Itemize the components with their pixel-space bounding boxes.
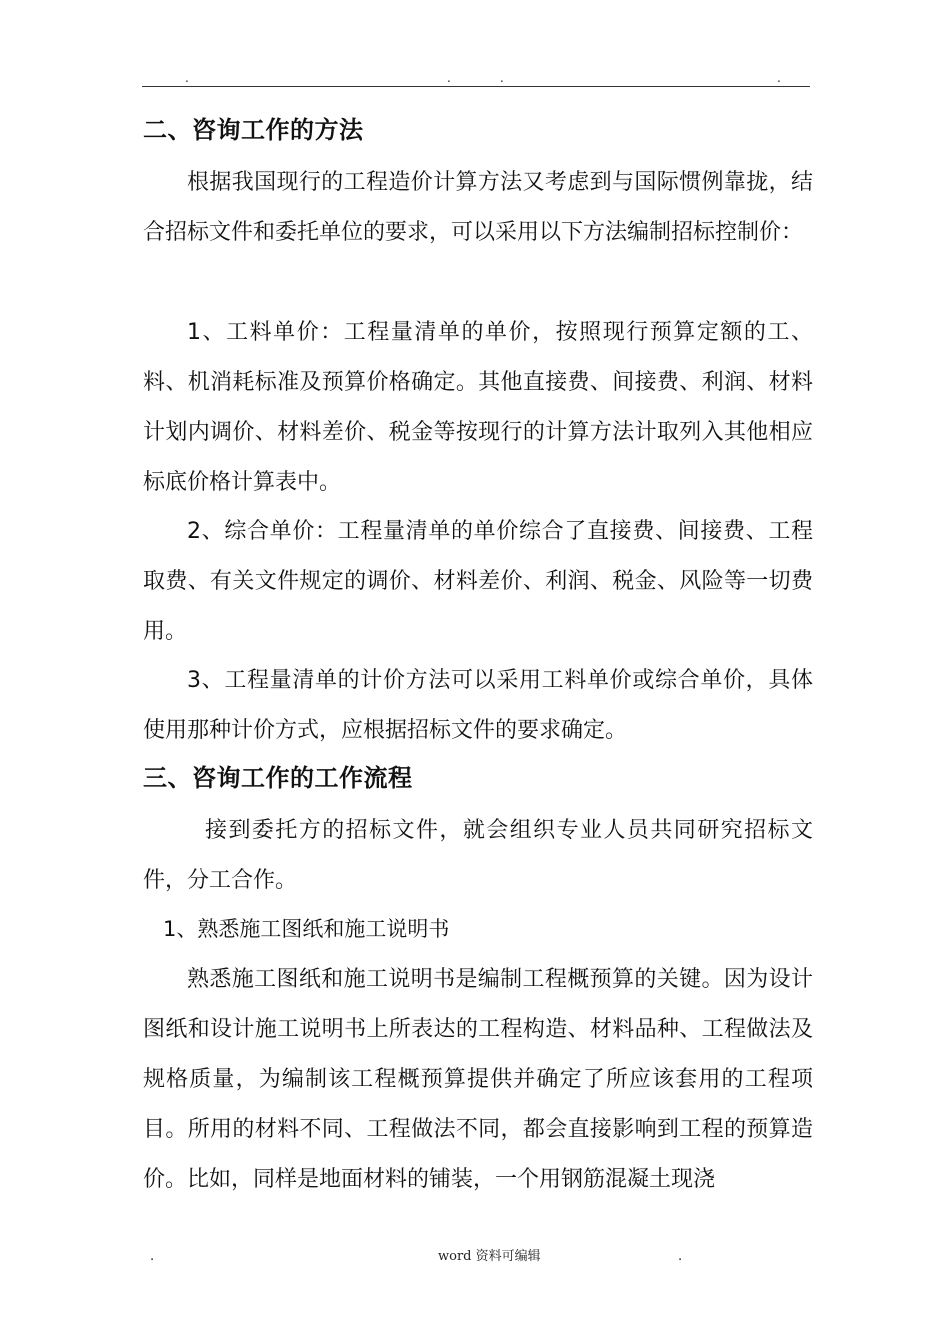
footer-dot: . [678, 1249, 683, 1264]
section-3-subheading: 1、熟悉施工图纸和施工说明书 [163, 917, 450, 941]
footer-dot: . [150, 1249, 155, 1264]
section-3-heading: 三、咨询工作的工作流程 [143, 764, 413, 792]
section-2-intro: 根据我国现行的工程造价计算方法又考虑到与国际惯例靠拢，结合招标文件和委托单位的要求，可以采用以下方法编制招标控制价： [143, 170, 813, 245]
section-2-item-2: 2、综合单价：工程量清单的单价综合了直接费、间接费、工程取费、有关文件规定的调价、材料差价、利润、税金、风险等一切费用。 [143, 519, 813, 644]
header-dot: . [777, 71, 781, 85]
section-2-item-1: 1、工料单价：工程量清单的单价，按照现行预算定额的工、料、机消耗标准及预算价格确定。其他直接费、间接费、利润、材料计划内调价、材料差价、税金等按现行的计算方法计取列入其他相应标底价格计算表中。 [143, 320, 813, 495]
section-2-item-3: 3、工程量清单的计价方法可以采用工料单价或综合单价，具体使用那种计价方式，应根据招标文件的要求确定。 [143, 668, 813, 743]
section-2-heading: 二、咨询工作的方法 [143, 116, 364, 144]
header-dot: . [185, 71, 189, 85]
section-3-intro: 接到委托方的招标文件，就会组织专业人员共同研究招标文件，分工合作。 [143, 818, 813, 893]
header-dot: . [447, 71, 451, 85]
section-3-sub-1-body: 熟悉施工图纸和施工说明书是编制工程概预算的关键。因为设计图纸和设计施工说明书上所表达的工程构造、材料品种、工程做法及规格质量，为编制该工程概预算提供并确定了所应该套用的工程项目。所用的材料不同、工程做法不同，都会直接影响到工程的预算造价。比如，同样是地面材料的铺装，一个用钢筋混凝土现浇 [143, 967, 813, 1192]
footer-text: word 资料可编辑 [438, 1249, 541, 1264]
header-dot: . [500, 71, 504, 85]
header-rule [142, 86, 810, 87]
